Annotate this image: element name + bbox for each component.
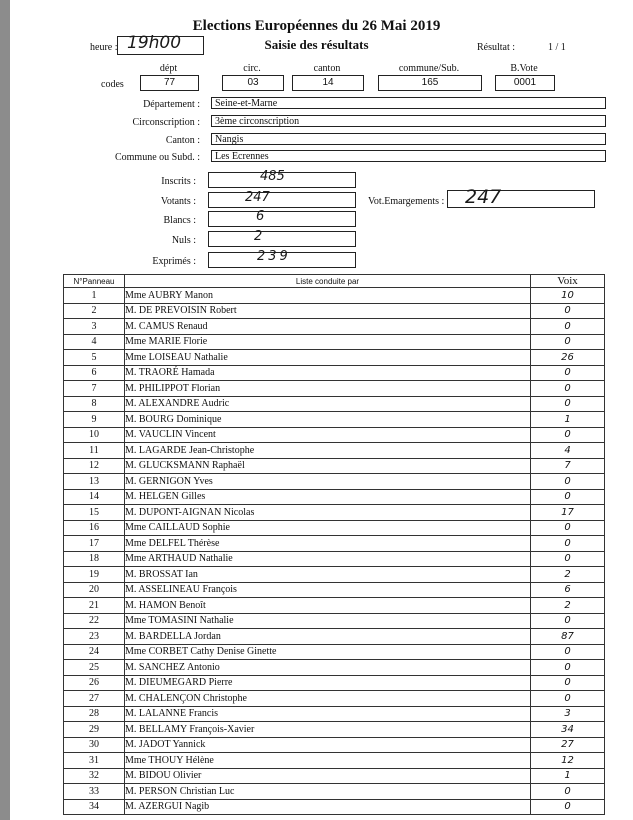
heure-label: heure : (90, 42, 118, 53)
table-row (64, 660, 605, 676)
table-row (64, 768, 605, 784)
candidate-name: M. BARDELLA Jordan (125, 629, 531, 645)
voix-value: 3 (531, 706, 605, 722)
panneau-number: 20 (64, 582, 125, 598)
voix-value: 10 (531, 288, 605, 304)
panneau-number: 2 (64, 303, 125, 319)
candidate-name: M. AZERGUI Nagib (125, 799, 531, 815)
table-row (64, 799, 605, 815)
panneau-number: 16 (64, 520, 125, 536)
panneau-number: 25 (64, 660, 125, 676)
resultat-label: Résultat : (477, 42, 516, 53)
emargements-value: 247 (465, 186, 502, 208)
bvote-label: B.Vote (510, 63, 538, 74)
votants-label: Votants : (160, 196, 196, 207)
blancs-field (208, 211, 356, 227)
voix-value: 26 (531, 350, 605, 366)
votants-value: 247 (245, 190, 270, 205)
panneau-number: 11 (64, 443, 125, 459)
commune-value: Les Ecrennes (211, 150, 606, 162)
table-row (64, 474, 605, 490)
voix-value: 0 (531, 365, 605, 381)
panneau-number: 22 (64, 613, 125, 629)
table-row (64, 644, 605, 660)
candidate-name: Mme CAILLAUD Sophie (125, 520, 531, 536)
voix-value: 0 (531, 536, 605, 552)
panneau-number: 23 (64, 629, 125, 645)
candidate-name: M. ALEXANDRE Audric (125, 396, 531, 412)
candidate-name: Mme TOMASINI Nathalie (125, 613, 531, 629)
panneau-number: 30 (64, 737, 125, 753)
voix-value: 4 (531, 443, 605, 459)
table-row (64, 427, 605, 443)
table-row (64, 396, 605, 412)
inscrits-label: Inscrits : (161, 176, 196, 187)
panneau-number: 31 (64, 753, 125, 769)
table-row (64, 536, 605, 552)
panneau-number: 5 (64, 350, 125, 366)
table-row (64, 784, 605, 800)
voix-value: 0 (531, 551, 605, 567)
candidate-name: M. BIDOU Olivier (125, 768, 531, 784)
voix-value: 1 (531, 412, 605, 428)
blancs-label: Blancs : (163, 215, 196, 226)
panneau-number: 21 (64, 598, 125, 614)
voix-value: 34 (531, 722, 605, 738)
candidate-name: Mme LOISEAU Nathalie (125, 350, 531, 366)
voix-value: 0 (531, 334, 605, 350)
heure-value: 19h00 (127, 33, 182, 53)
commune-code-value: 165 (378, 75, 482, 91)
candidate-name: M. PHILIPPOT Florian (125, 381, 531, 397)
panneau-number: 27 (64, 691, 125, 707)
circonscription-value: 3ème circonscription (211, 115, 606, 127)
col-voix-header: Voix (531, 275, 605, 288)
voix-value: 12 (531, 753, 605, 769)
voix-value: 0 (531, 381, 605, 397)
table-row (64, 551, 605, 567)
voix-value: 0 (531, 489, 605, 505)
departement-label: Département : (143, 99, 200, 110)
candidate-name: M. DIEUMEGARD Pierre (125, 675, 531, 691)
panneau-number: 32 (64, 768, 125, 784)
departement-value: Seine-et-Marne (211, 97, 606, 109)
table-row (64, 582, 605, 598)
voix-value: 2 (531, 567, 605, 583)
nuls-value: 2 (254, 229, 263, 244)
voix-value: 0 (531, 784, 605, 800)
panneau-number: 7 (64, 381, 125, 397)
table-row (64, 737, 605, 753)
voix-value: 0 (531, 319, 605, 335)
table-row (64, 412, 605, 428)
panneau-number: 26 (64, 675, 125, 691)
voix-value: 0 (531, 303, 605, 319)
emargements-label: Vot.Emargements : (368, 196, 445, 207)
candidate-name: M. PERSON Christian Luc (125, 784, 531, 800)
table-row (64, 489, 605, 505)
voix-value: 1 (531, 768, 605, 784)
candidate-name: M. BELLAMY François-Xavier (125, 722, 531, 738)
canton-value: Nangis (211, 133, 606, 145)
voix-value: 0 (531, 799, 605, 815)
candidate-name: M. JADOT Yannick (125, 737, 531, 753)
panneau-number: 24 (64, 644, 125, 660)
panneau-number: 33 (64, 784, 125, 800)
table-row (64, 722, 605, 738)
table-row (64, 505, 605, 521)
table-row (64, 598, 605, 614)
panneau-number: 6 (64, 365, 125, 381)
commune-label: Commune ou Subd. : (114, 152, 200, 163)
candidate-name: M. LALANNE Francis (125, 706, 531, 722)
table-row (64, 753, 605, 769)
candidate-name: Mme DELFEL Thérèse (125, 536, 531, 552)
candidate-name: M. BOURG Dominique (125, 412, 531, 428)
document-subtitle: Saisie des résultats (264, 37, 369, 52)
candidate-name: M. HELGEN Gilles (125, 489, 531, 505)
panneau-number: 10 (64, 427, 125, 443)
nuls-label: Nuls : (171, 235, 196, 246)
exprimes-value: 239 (257, 249, 291, 264)
voix-value: 0 (531, 474, 605, 490)
candidate-name: Mme MARIE Florie (125, 334, 531, 350)
document-title: Elections Européennes du 26 Mai 2019 (192, 18, 441, 34)
candidate-name: M. VAUCLIN Vincent (125, 427, 531, 443)
resultat-value: 1 / 1 (548, 42, 566, 53)
panneau-number: 9 (64, 412, 125, 428)
voix-value: 0 (531, 520, 605, 536)
panneau-number: 12 (64, 458, 125, 474)
table-header-row (64, 275, 605, 288)
table-row (64, 706, 605, 722)
candidate-name: M. BROSSAT Ian (125, 567, 531, 583)
circ-label: circ. (243, 63, 261, 74)
panneau-number: 8 (64, 396, 125, 412)
votants-field (208, 192, 356, 208)
panneau-number: 17 (64, 536, 125, 552)
candidate-name: M. ASSELINEAU François (125, 582, 531, 598)
canton-code-value: 14 (292, 75, 364, 91)
dept-value: 77 (140, 75, 199, 91)
voix-value: 0 (531, 691, 605, 707)
panneau-number: 4 (64, 334, 125, 350)
panneau-number: 18 (64, 551, 125, 567)
panneau-number: 29 (64, 722, 125, 738)
circ-value: 03 (222, 75, 284, 91)
voix-value: 27 (531, 737, 605, 753)
candidate-name: M. GLUCKSMANN Raphaël (125, 458, 531, 474)
candidate-name: Mme THOUY Hélène (125, 753, 531, 769)
exprimes-label: Exprimés : (152, 256, 196, 267)
panneau-number: 15 (64, 505, 125, 521)
candidate-name: M. CAMUS Renaud (125, 319, 531, 335)
table-row (64, 350, 605, 366)
candidate-name: M. LAGARDE Jean-Christophe (125, 443, 531, 459)
col-panneau-header: N°Panneau (64, 275, 125, 288)
candidate-name: M. DE PREVOISIN Robert (125, 303, 531, 319)
table-row (64, 520, 605, 536)
table-row (64, 365, 605, 381)
voix-value: 0 (531, 660, 605, 676)
table-row (64, 458, 605, 474)
table-row (64, 381, 605, 397)
voix-value: 0 (531, 396, 605, 412)
candidate-name: Mme ARTHAUD Nathalie (125, 551, 531, 567)
bvote-value: 0001 (495, 75, 555, 91)
candidate-name: M. TRAORÉ Hamada (125, 365, 531, 381)
table-row (64, 567, 605, 583)
voix-value: 0 (531, 613, 605, 629)
candidate-name: Mme CORBET Cathy Denise Ginette (125, 644, 531, 660)
voix-value: 87 (531, 629, 605, 645)
candidate-name: M. DUPONT-AIGNAN Nicolas (125, 505, 531, 521)
panneau-number: 19 (64, 567, 125, 583)
nuls-field (208, 231, 356, 247)
candidate-name: M. SANCHEZ Antonio (125, 660, 531, 676)
panneau-number: 28 (64, 706, 125, 722)
commune-code-label: commune/Sub. (398, 63, 460, 74)
table-row (64, 303, 605, 319)
voix-value: 0 (531, 427, 605, 443)
codes-label: codes (101, 79, 124, 90)
table-row (64, 319, 605, 335)
col-liste-header: Liste conduite par (125, 275, 531, 288)
circonscription-label: Circonscription : (132, 117, 200, 128)
table-row (64, 675, 605, 691)
blancs-value: 6 (256, 209, 265, 224)
voix-value: 0 (531, 644, 605, 660)
candidate-name: Mme AUBRY Manon (125, 288, 531, 304)
canton-code-label: canton (313, 63, 341, 74)
dept-label: dépt (159, 63, 178, 74)
table-row (64, 443, 605, 459)
candidate-name: M. GERNIGON Yves (125, 474, 531, 490)
voix-value: 2 (531, 598, 605, 614)
panneau-number: 14 (64, 489, 125, 505)
voix-value: 6 (531, 582, 605, 598)
panneau-number: 3 (64, 319, 125, 335)
candidate-name: M. HAMON Benoît (125, 598, 531, 614)
table-row (64, 334, 605, 350)
table-row (64, 629, 605, 645)
voix-value: 17 (531, 505, 605, 521)
canton-label: Canton : (165, 135, 200, 146)
panneau-number: 1 (64, 288, 125, 304)
panneau-number: 13 (64, 474, 125, 490)
inscrits-value: 485 (260, 169, 285, 184)
candidate-name: M. CHALENÇON Christophe (125, 691, 531, 707)
table-row (64, 691, 605, 707)
table-row (64, 613, 605, 629)
table-row (64, 288, 605, 304)
voix-value: 0 (531, 675, 605, 691)
voix-value: 7 (531, 458, 605, 474)
panneau-number: 34 (64, 799, 125, 815)
results-table (63, 274, 605, 815)
